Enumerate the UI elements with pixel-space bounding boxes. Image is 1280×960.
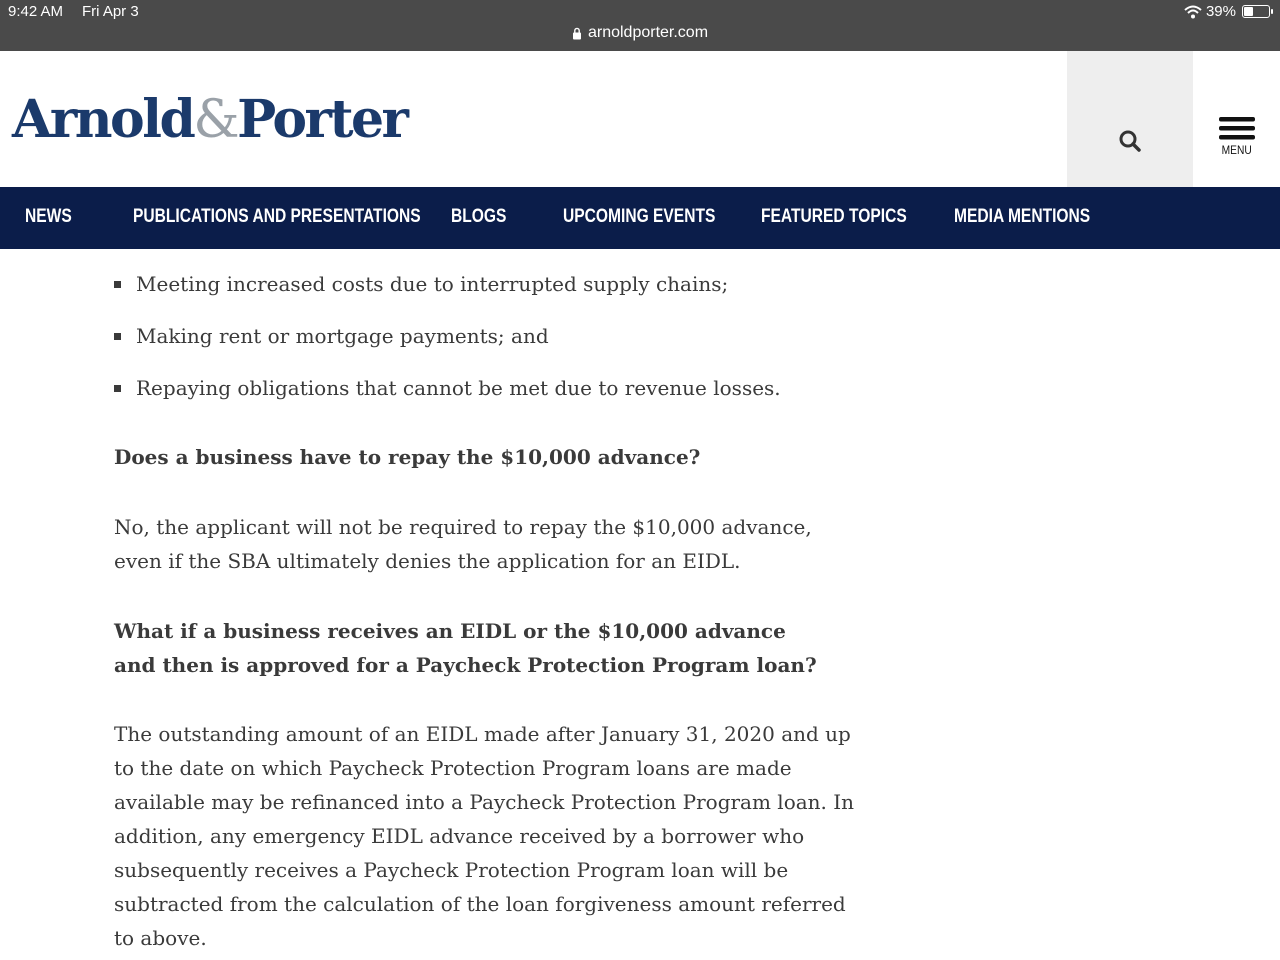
bullet-marker — [114, 333, 121, 340]
nav-featured-topics[interactable]: FEATURED TOPICS — [761, 206, 907, 227]
question-heading — [114, 614, 817, 682]
battery-icon — [1242, 5, 1270, 18]
menu-label: MENU — [1221, 143, 1252, 157]
main-nav — [0, 187, 1280, 249]
list-item-text: Making rent or mortgage payments; and — [136, 324, 549, 348]
address-bar[interactable] — [0, 24, 1280, 42]
hamburger-icon — [1219, 117, 1255, 141]
bullet-list — [114, 269, 781, 425]
menu-button[interactable] — [1193, 51, 1280, 187]
paragraph-line: even if the SBA ultimately denies the application for an EIDL. — [114, 549, 741, 573]
list-item — [114, 321, 781, 373]
paragraph-line: subsequently receives a Paycheck Protection Program loan will be — [114, 858, 789, 882]
paragraph-line: to above. — [114, 926, 207, 950]
status-indicators — [1184, 3, 1270, 20]
paragraph-line: available may be refinanced into a Paycheck Protection Program loan. In — [114, 790, 855, 814]
logo-text-porter: Porter — [237, 89, 407, 150]
nav-blogs[interactable]: BLOGS — [451, 206, 507, 227]
paragraph-line: addition, any emergency EIDL advance received by a borrower who — [114, 824, 805, 848]
paragraph-line: subtracted from the calculation of the loan forgiveness amount referred — [114, 892, 846, 916]
bullet-marker — [114, 281, 121, 288]
logo-text-arnold: Arnold — [12, 89, 194, 150]
answer-paragraph — [114, 510, 812, 578]
battery-fill — [1244, 7, 1253, 16]
question-heading: Does a business have to repay the $10,000 advance? — [114, 445, 701, 469]
search-button[interactable] — [1067, 51, 1193, 187]
lock-icon — [572, 27, 582, 40]
url-text[interactable]: arnoldporter.com — [587, 24, 709, 41]
site-header — [0, 51, 1280, 187]
bullet-marker — [114, 385, 121, 392]
ios-status-bar — [0, 0, 1280, 51]
paragraph-line: The outstanding amount of an EIDL made after January 31, 2020 and up — [114, 722, 851, 746]
search-icon — [1118, 129, 1142, 153]
paragraph-line: No, the applicant will not be required to repay the $10,000 advance, — [114, 515, 812, 539]
battery-percent: 39% — [1205, 3, 1236, 20]
nav-publications-and-presentations[interactable]: PUBLICATIONS AND PRESENTATIONS — [133, 206, 421, 227]
status-time: 9:42 AM — [8, 3, 64, 20]
nav-upcoming-events[interactable]: UPCOMING EVENTS — [563, 206, 716, 227]
logo-ampersand: & — [193, 90, 238, 150]
list-item-text: Repaying obligations that cannot be met due to revenue losses. — [136, 376, 781, 400]
status-date: Fri Apr 3 — [82, 3, 139, 20]
answer-paragraph — [114, 717, 854, 955]
nav-media-mentions[interactable]: MEDIA MENTIONS — [954, 206, 1091, 227]
heading-line: What if a business receives an EIDL or the $10,000 advance — [114, 619, 786, 643]
list-item-text: Meeting increased costs due to interrupted supply chains; — [136, 272, 729, 296]
paragraph-line: to the date on which Paycheck Protection Program loans are made — [114, 756, 792, 780]
heading-line: and then is approved for a Paycheck Protection Program loan? — [114, 653, 817, 677]
list-item — [114, 373, 781, 425]
wifi-icon — [1184, 5, 1202, 19]
arnold-porter-logo[interactable] — [12, 89, 406, 150]
nav-news[interactable]: NEWS — [25, 206, 72, 227]
list-item — [114, 269, 781, 321]
